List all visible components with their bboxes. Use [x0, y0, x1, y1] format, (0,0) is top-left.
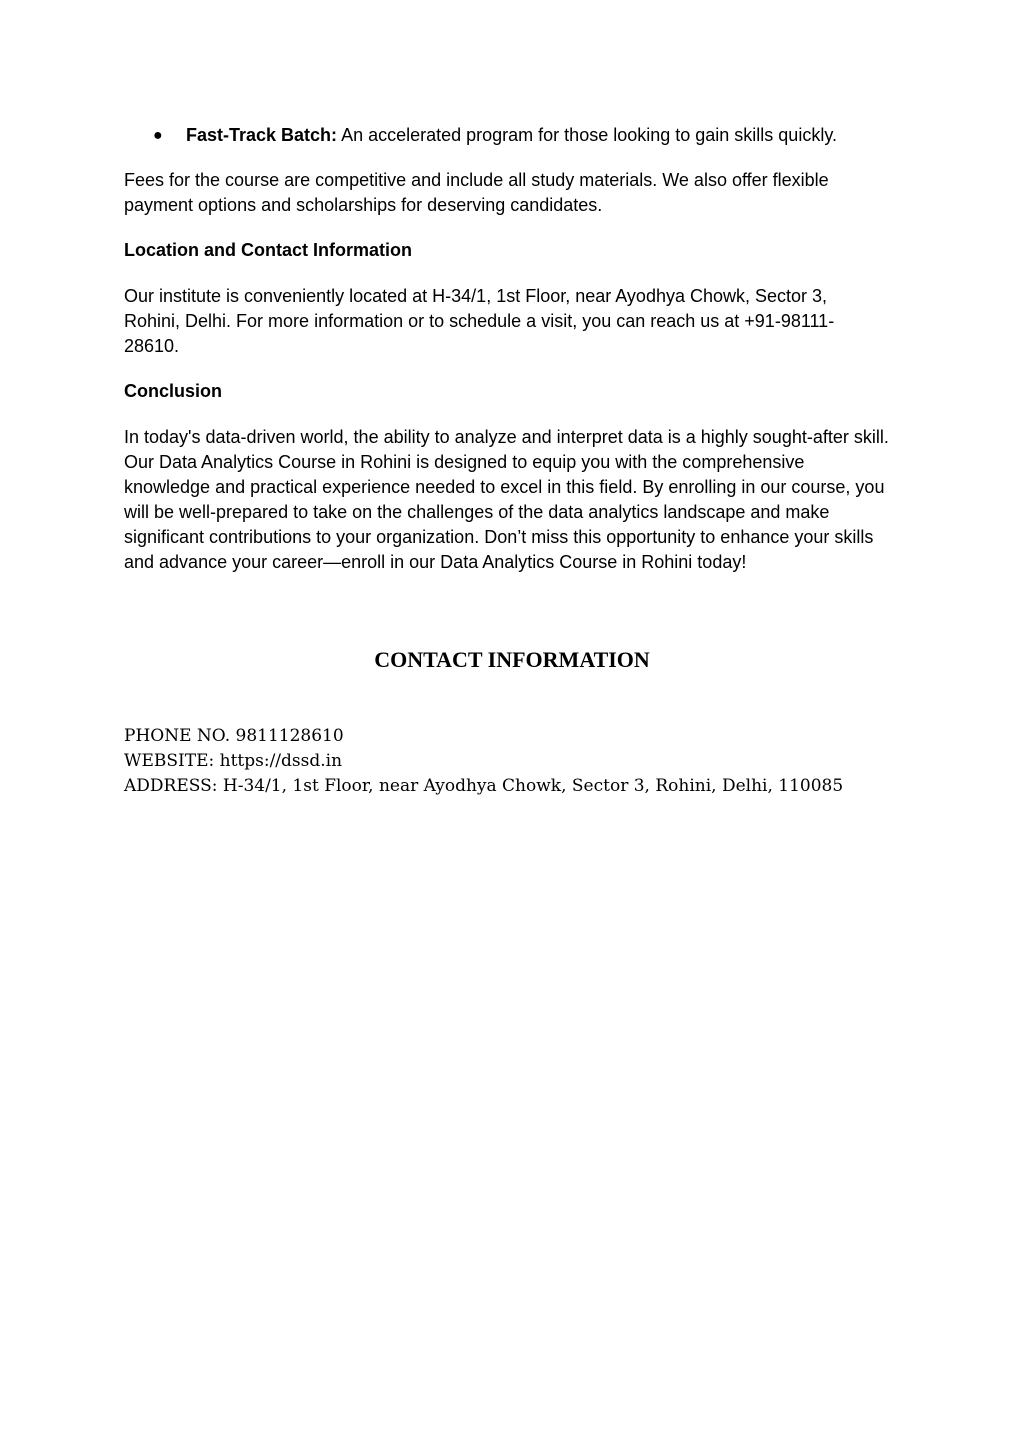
conclusion-heading: Conclusion [124, 381, 222, 401]
bullet-marker: ● [153, 127, 163, 144]
conclusion-paragraph: In today's data-driven world, the ability to analyze and interpret data is a highly sought-after skill. Our Data Analytics Course in Rohini is designed to equip you with the comprehensive knowledge and practical experience needed to excel in this field. By enrolling in our course, you will be well-prepared to take on the challenges of the data analytics landscape and make significant contributions to your organization. Don’t miss this opportunity to enhance your skills and advance your career—enroll in our Data Analytics Course in Rohini today! [124, 427, 889, 572]
bullet-label: Fast-Track Batch: [186, 125, 338, 145]
fees-paragraph: Fees for the course are competitive and include all study materials. We also offer flexible payment options and scholarships for deserving candidates. [124, 170, 829, 215]
location-heading: Location and Contact Information [124, 240, 412, 260]
fast-track-bullet-item [124, 123, 904, 148]
contact-information-title: CONTACT INFORMATION [374, 647, 650, 672]
contact-address: ADDRESS: H-34/1, 1st Floor, near Ayodhya Chowk, Sector 3, Rohini, Delhi, 110085 [124, 776, 844, 796]
location-paragraph: Our institute is conveniently located at H-34/1, 1st Floor, near Ayodhya Chowk, Sector 3, Rohini, Delhi. For more information or to schedule a visit, you can reach us at +91-98111-28610. [124, 286, 835, 356]
bullet-description: An accelerated program for those looking to gain skills quickly. [337, 125, 837, 145]
contact-phone: PHONE NO. 9811128610 [124, 726, 344, 746]
bullet-text [186, 123, 837, 148]
contact-details [124, 724, 924, 799]
contact-website: WEBSITE: https://dssd.in [124, 751, 343, 771]
